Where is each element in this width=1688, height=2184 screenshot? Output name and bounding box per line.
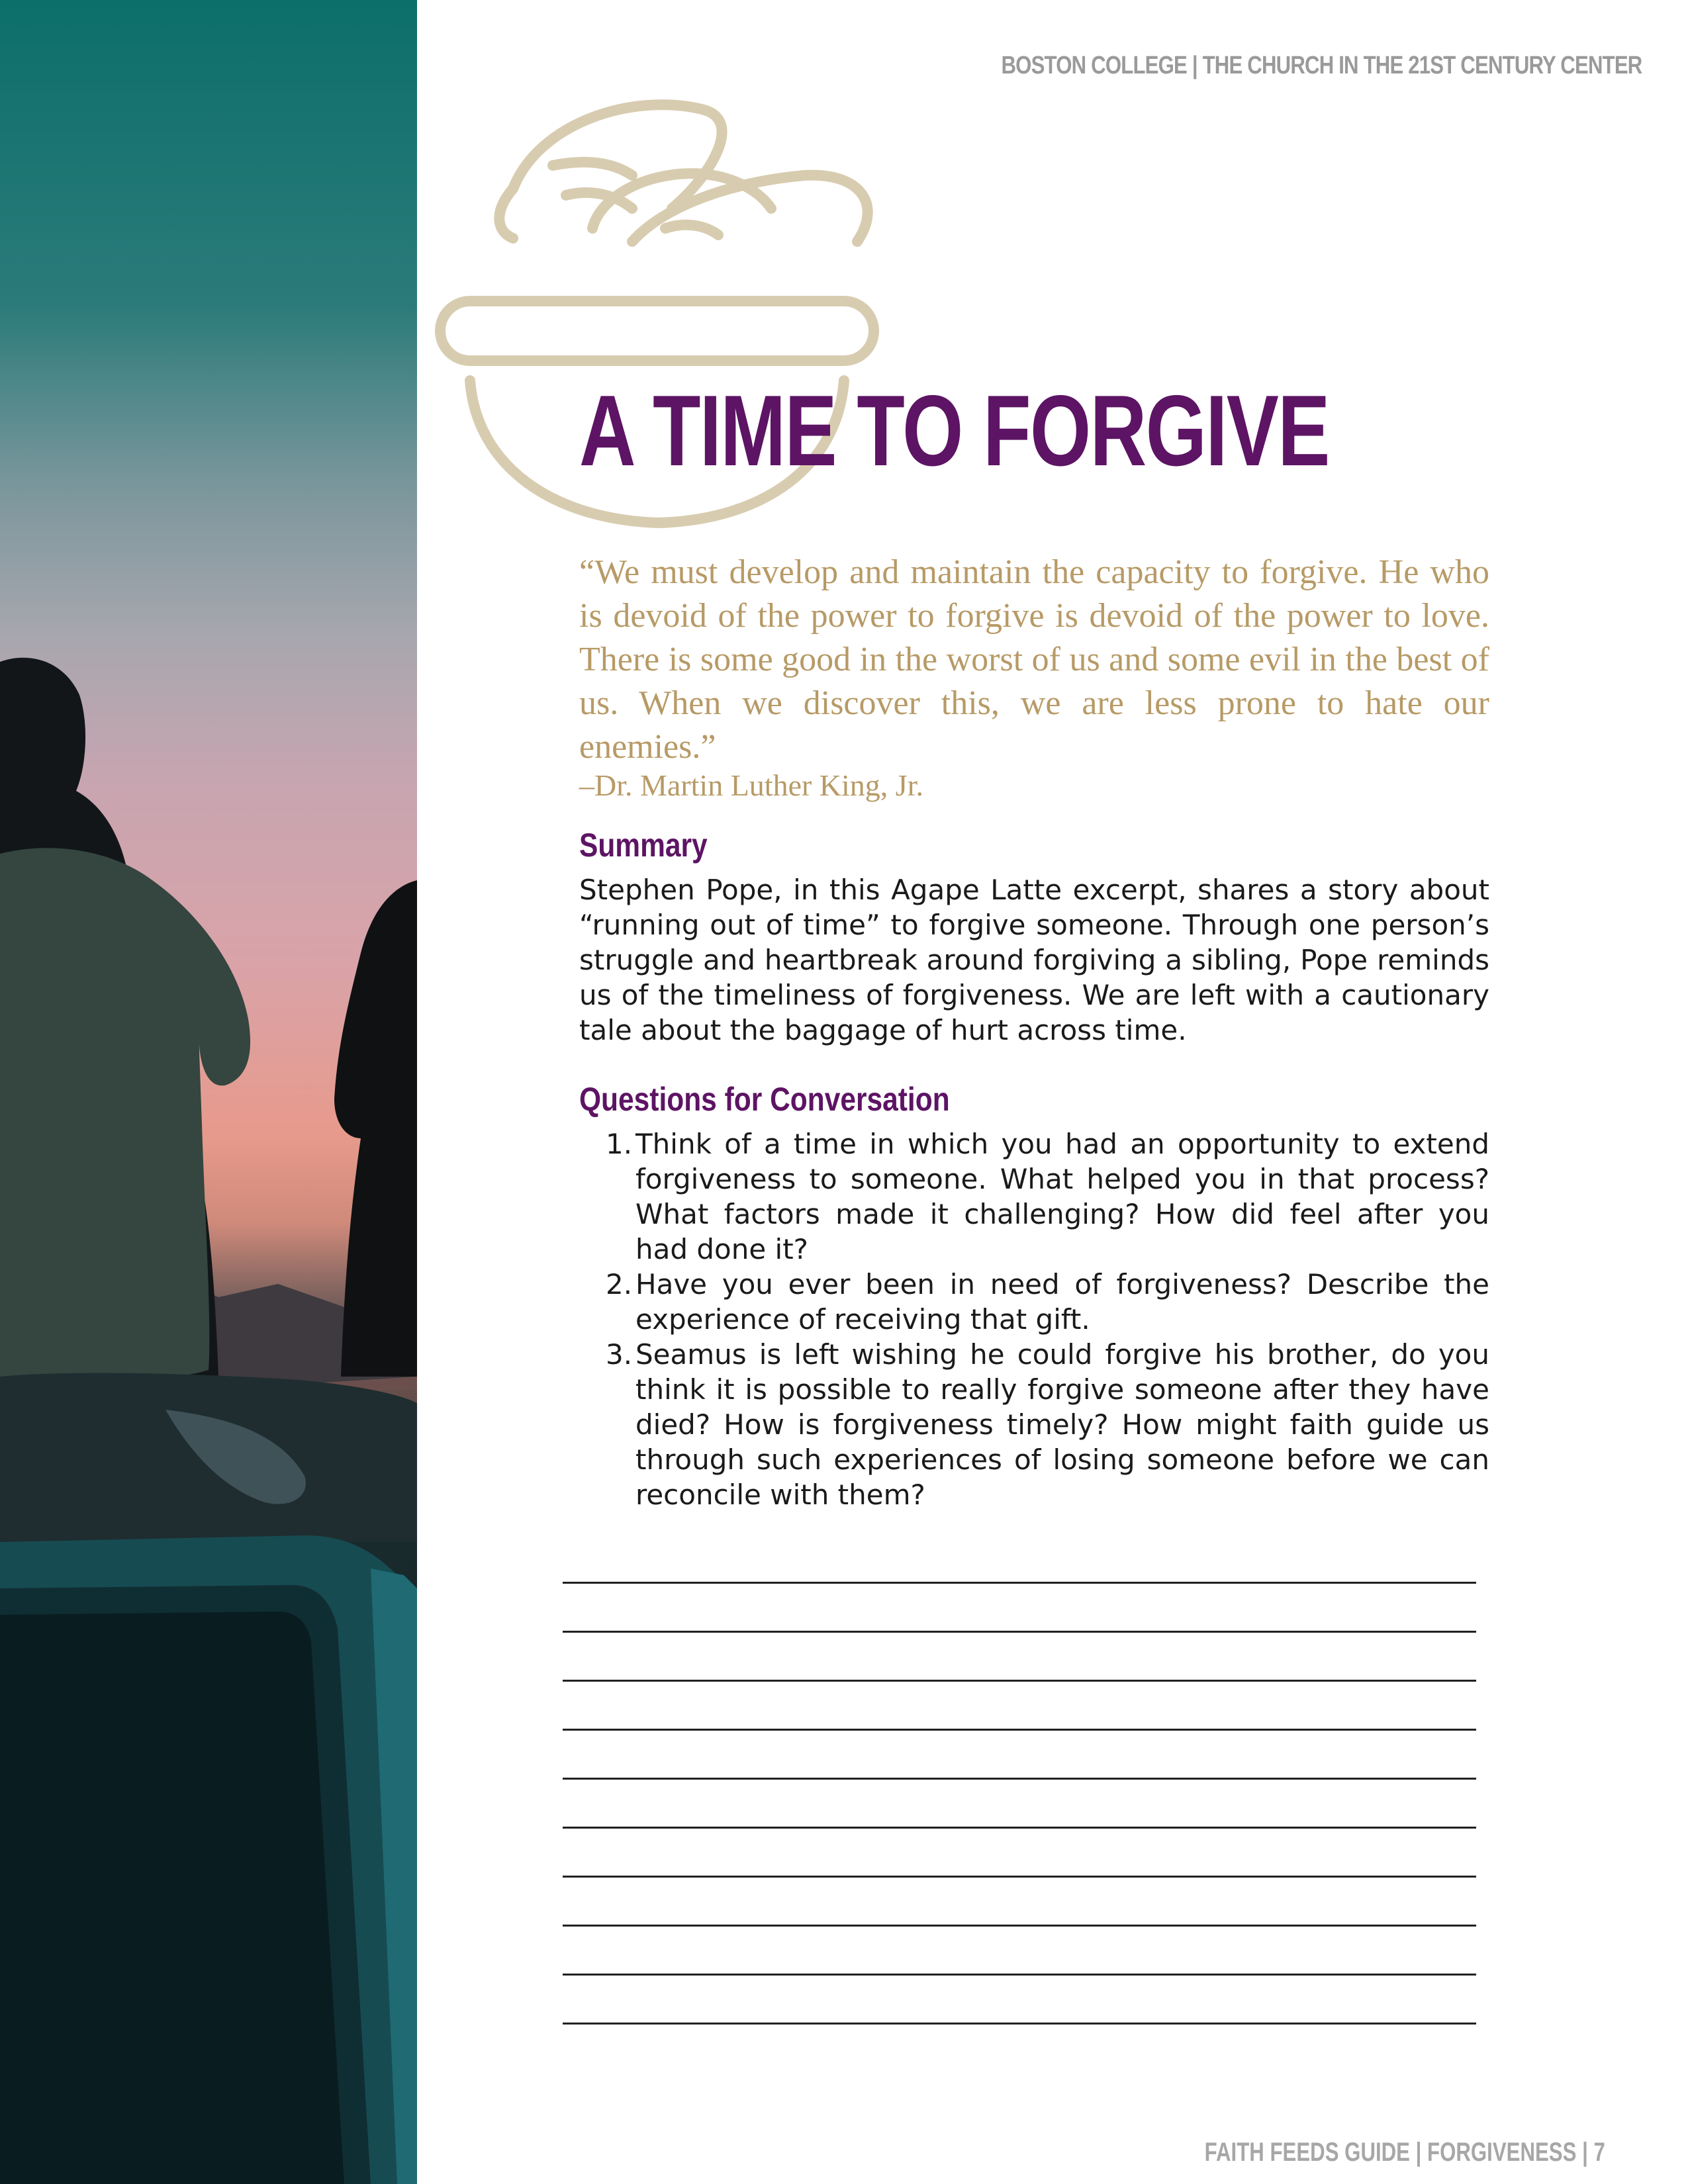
question-item: [579, 1267, 1489, 1337]
question-number: 1.: [606, 1128, 633, 1160]
writing-line[interactable]: [563, 1925, 1476, 1927]
summary-heading: Summary: [579, 827, 708, 864]
quote-text: “We must develop and maintain the capacity to forgive. He who is devoid of the power to forgive is devoid of the power to love. There is some good in the worst of us and some evil in the best of us. When we discover this, we are less prone to hate our enemies.”: [579, 553, 1489, 766]
page-footer: FAITH FEEDS GUIDE | FORGIVENESS | 7: [1204, 2138, 1605, 2167]
writing-line[interactable]: [563, 1631, 1476, 1633]
writing-line[interactable]: [563, 1680, 1476, 1682]
writing-line[interactable]: [563, 1974, 1476, 1976]
writing-line[interactable]: [563, 2023, 1476, 2025]
writing-line[interactable]: [563, 1729, 1476, 1731]
writing-line[interactable]: [563, 1582, 1476, 1584]
photo-silhouettes: [0, 0, 417, 2184]
page-title: A TIME TO FORGIVE: [579, 375, 1329, 487]
question-text: Seamus is left wishing he could forgive his brother, do you think it is possible to really forgive someone after they have died? How is forgiveness timely? How might faith guide us through such experiences of losing someone before we can reconcile with them?: [635, 1338, 1489, 1511]
writing-line[interactable]: [563, 1876, 1476, 1878]
writing-line[interactable]: [563, 1778, 1476, 1780]
quote-attribution: –Dr. Martin Luther King, Jr.: [579, 768, 923, 802]
cover-photo: [0, 0, 417, 2184]
question-item: [579, 1337, 1489, 1512]
question-number: 2.: [606, 1268, 633, 1300]
writing-line[interactable]: [563, 1827, 1476, 1829]
writing-lines: [563, 1582, 1476, 2071]
question-text: Have you ever been in need of forgiveness? Describe the experience of receiving that gift.: [635, 1268, 1489, 1336]
page-header: BOSTON COLLEGE | THE CHURCH IN THE 21ST CENTURY CENTER: [1001, 52, 1642, 79]
question-text: Think of a time in which you had an opportunity to extend forgiveness to someone. What helped you in that process? What factors made it challenging? How did feel after you had done it?: [635, 1128, 1489, 1265]
summary-text: Stephen Pope, in this Agape Latte excerpt, shares a story about “running out of time” to forgive someone. Through one person’s struggle and heartbreak around forgiving a sibling, Pope reminds us of the timeliness of forgiveness. We are left with a cautionary tale about the baggage of hurt across time.: [579, 874, 1489, 1046]
questions-list: [579, 1126, 1489, 1512]
questions-heading: Questions for Conversation: [579, 1081, 950, 1118]
question-item: [579, 1126, 1489, 1267]
question-number: 3.: [606, 1338, 633, 1371]
